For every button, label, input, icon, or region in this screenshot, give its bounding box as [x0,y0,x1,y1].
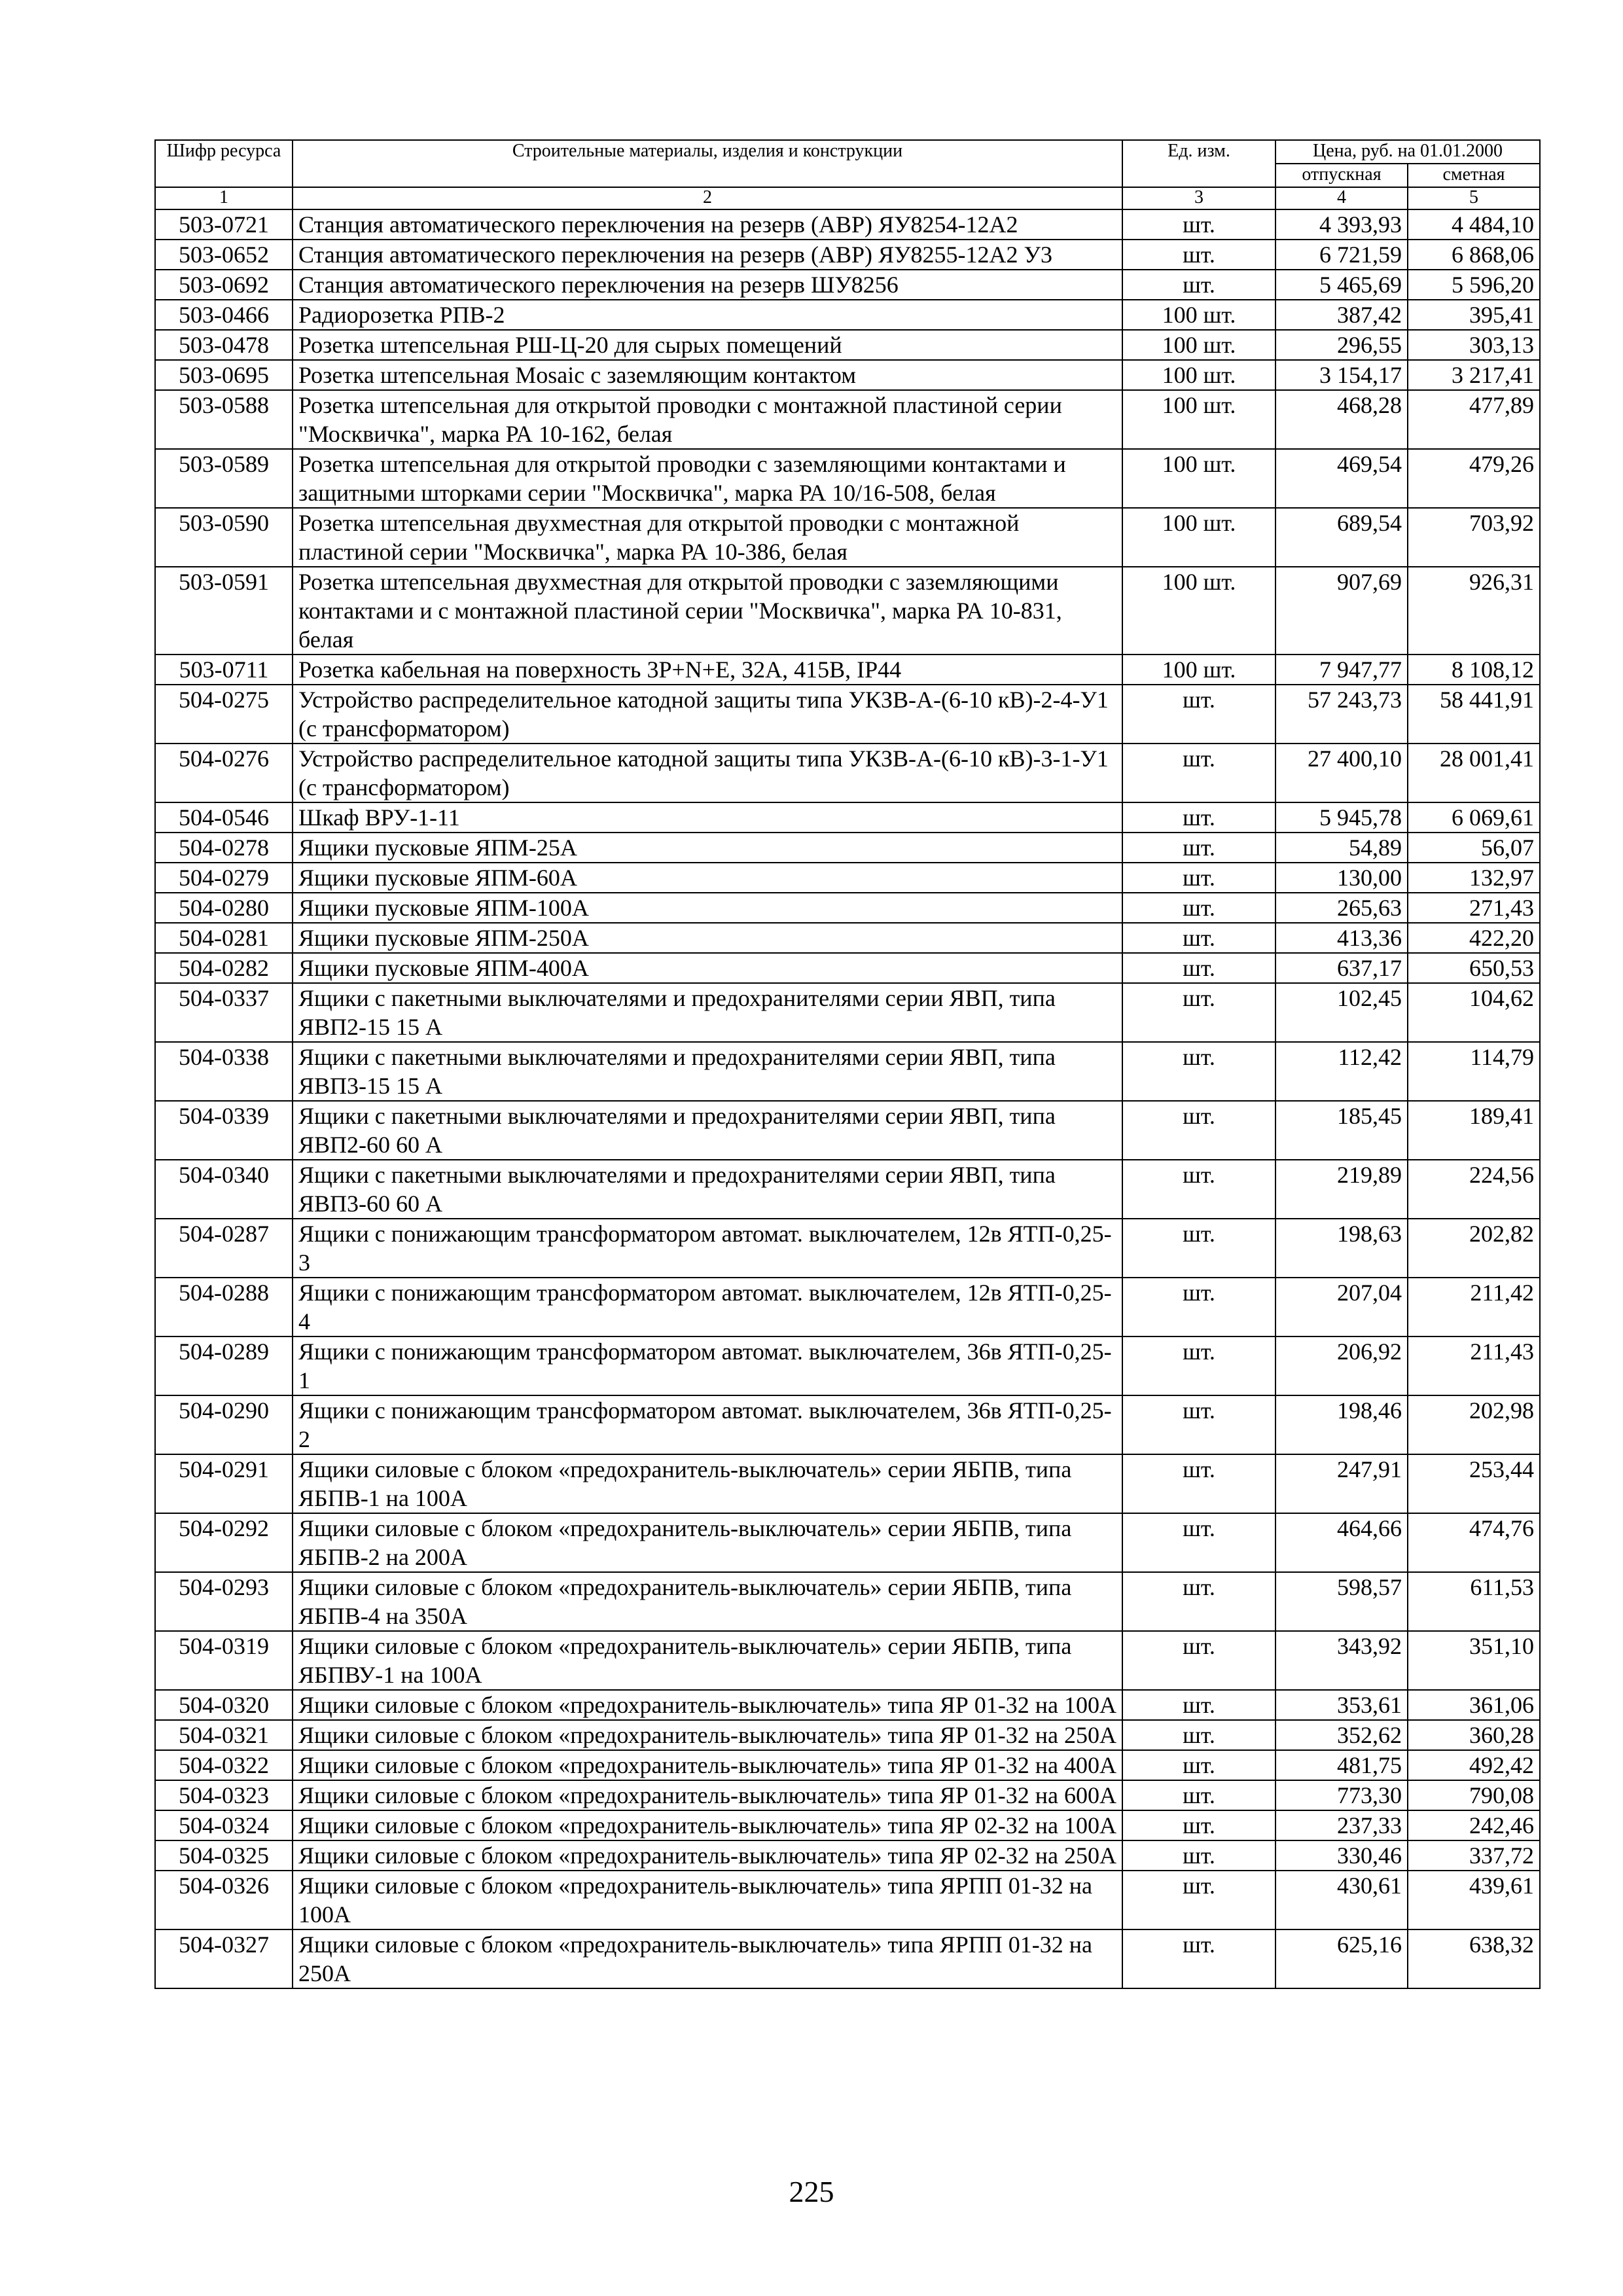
unit-cell: 100 шт. [1122,655,1275,685]
material-name-cell: Розетка штепсельная двухместная для открытой проводки с монтажной пластиной серии "Москвичка", марка РА 10-386, белая [293,508,1122,567]
resource-code-cell: 503-0466 [155,300,293,330]
resource-code-cell: 504-0324 [155,1810,293,1840]
release-price-cell: 413,36 [1275,923,1408,953]
table-row [155,1101,1540,1160]
release-price-cell: 343,92 [1275,1631,1408,1690]
table-row [155,1572,1540,1631]
material-name-cell: Ящики пусковые ЯПМ-400А [293,953,1122,983]
table-row [155,1042,1540,1101]
material-name-cell: Шкаф ВРУ-1-11 [293,802,1122,833]
resource-code-cell: 504-0323 [155,1780,293,1810]
unit-cell: шт. [1122,1278,1275,1336]
estimate-price-cell: 211,42 [1408,1278,1540,1336]
material-name-cell: Ящики силовые с блоком «предохранитель-выключатель» типа ЯР 02-32 на 250А [293,1840,1122,1871]
table-row [155,508,1540,567]
release-price-cell: 469,54 [1275,449,1408,508]
resource-code-cell: 504-0288 [155,1278,293,1336]
unit-cell: 100 шт. [1122,390,1275,449]
material-name-cell: Ящики пусковые ЯПМ-250А [293,923,1122,953]
unit-cell: шт. [1122,1720,1275,1750]
unit-cell: шт. [1122,833,1275,863]
material-name-cell: Станция автоматического переключения на резерв (АВР) ЯУ8255-12А2 У3 [293,240,1122,270]
release-price-cell: 198,63 [1275,1219,1408,1278]
resource-code-cell: 504-0275 [155,685,293,744]
table-row [155,1840,1540,1871]
header-resource-code: Шифр ресурса [155,140,293,187]
release-price-cell: 773,30 [1275,1780,1408,1810]
resource-code-cell: 504-0293 [155,1572,293,1631]
table-row [155,360,1540,390]
table-row [155,1278,1540,1336]
release-price-cell: 430,61 [1275,1871,1408,1929]
material-name-cell: Устройство распределительное катодной защиты типа УКЗВ-А-(6-10 кВ)-2-4-У1 (с трансформатором) [293,685,1122,744]
unit-cell: шт. [1122,1336,1275,1395]
resource-code-cell: 503-0478 [155,330,293,360]
estimate-price-cell: 202,98 [1408,1395,1540,1454]
estimate-price-cell: 360,28 [1408,1720,1540,1750]
estimate-price-cell: 5 596,20 [1408,270,1540,300]
resource-code-cell: 504-0292 [155,1513,293,1572]
unit-cell: 100 шт. [1122,300,1275,330]
material-name-cell: Ящики силовые с блоком «предохранитель-выключатель» типа ЯР 01-32 на 400А [293,1750,1122,1780]
material-name-cell: Ящики пусковые ЯПМ-25А [293,833,1122,863]
resource-code-cell: 504-0321 [155,1720,293,1750]
table-row [155,240,1540,270]
resource-code-cell: 504-0282 [155,953,293,983]
table-row [155,863,1540,893]
table-row [155,685,1540,744]
unit-cell: шт. [1122,1840,1275,1871]
estimate-price-cell: 3 217,41 [1408,360,1540,390]
material-name-cell: Ящики силовые с блоком «предохранитель-выключатель» типа ЯРПП 01-32 на 100А [293,1871,1122,1929]
material-name-cell: Ящики силовые с блоком «предохранитель-выключатель» типа ЯР 02-32 на 100А [293,1810,1122,1840]
header-estimate-price: сметная [1408,164,1540,187]
estimate-price-cell: 611,53 [1408,1572,1540,1631]
release-price-cell: 130,00 [1275,863,1408,893]
resource-code-cell: 504-0325 [155,1840,293,1871]
release-price-cell: 198,46 [1275,1395,1408,1454]
material-name-cell: Розетка кабельная на поверхность 3P+N+E, 32A, 415B, IP44 [293,655,1122,685]
column-number: 2 [293,187,1122,209]
estimate-price-cell: 650,53 [1408,953,1540,983]
resource-code-cell: 504-0340 [155,1160,293,1219]
material-name-cell: Станция автоматического переключения на резерв ШУ8256 [293,270,1122,300]
release-price-cell: 907,69 [1275,567,1408,655]
table-row [155,1219,1540,1278]
table-row [155,1454,1540,1513]
release-price-cell: 625,16 [1275,1929,1408,1988]
resource-code-cell: 503-0695 [155,360,293,390]
release-price-cell: 468,28 [1275,390,1408,449]
release-price-cell: 296,55 [1275,330,1408,360]
estimate-price-cell: 6 868,06 [1408,240,1540,270]
release-price-cell: 237,33 [1275,1810,1408,1840]
unit-cell: шт. [1122,893,1275,923]
unit-cell: шт. [1122,983,1275,1042]
resource-code-cell: 504-0338 [155,1042,293,1101]
resource-code-cell: 504-0337 [155,983,293,1042]
material-name-cell: Розетка штепсельная для открытой проводки с заземляющими контактами и защитными шторками серии "Москвичка", марка РА 10/16-508, белая [293,449,1122,508]
resource-code-cell: 504-0290 [155,1395,293,1454]
table-row [155,833,1540,863]
price-table [154,139,1541,1989]
release-price-cell: 219,89 [1275,1160,1408,1219]
material-name-cell: Ящики пусковые ЯПМ-60А [293,863,1122,893]
table-header [155,140,1540,209]
estimate-price-cell: 361,06 [1408,1690,1540,1720]
material-name-cell: Ящики силовые с блоком «предохранитель-выключатель» серии ЯБПВ, типа ЯБПВ-4 на 350А [293,1572,1122,1631]
material-name-cell: Устройство распределительное катодной защиты типа УКЗВ-А-(6-10 кВ)-3-1-У1 (с трансформатором) [293,744,1122,802]
release-price-cell: 4 393,93 [1275,209,1408,240]
material-name-cell: Ящики силовые с блоком «предохранитель-выключатель» типа ЯРПП 01-32 на 250А [293,1929,1122,1988]
table-row [155,953,1540,983]
release-price-cell: 27 400,10 [1275,744,1408,802]
resource-code-cell: 504-0281 [155,923,293,953]
unit-cell: шт. [1122,1219,1275,1278]
material-name-cell: Станция автоматического переключения на резерв (АВР) ЯУ8254-12А2 [293,209,1122,240]
table-row [155,1929,1540,1988]
table-row [155,567,1540,655]
material-name-cell: Ящики с понижающим трансформатором автомат. выключателем, 36в ЯТП-0,25-1 [293,1336,1122,1395]
header-price: Цена, руб. на 01.01.2000 [1275,140,1540,164]
estimate-price-cell: 477,89 [1408,390,1540,449]
unit-cell: шт. [1122,1395,1275,1454]
release-price-cell: 54,89 [1275,833,1408,863]
estimate-price-cell: 926,31 [1408,567,1540,655]
material-name-cell: Ящики силовые с блоком «предохранитель-выключатель» типа ЯР 01-32 на 100А [293,1690,1122,1720]
unit-cell: шт. [1122,1160,1275,1219]
estimate-price-cell: 56,07 [1408,833,1540,863]
material-name-cell: Розетка штепсельная для открытой проводки с монтажной пластиной серии "Москвичка", марка РА 10-162, белая [293,390,1122,449]
estimate-price-cell: 202,82 [1408,1219,1540,1278]
material-name-cell: Ящики силовые с блоком «предохранитель-выключатель» серии ЯБПВ, типа ЯБПВУ-1 на 100А [293,1631,1122,1690]
release-price-cell: 689,54 [1275,508,1408,567]
unit-cell: шт. [1122,802,1275,833]
estimate-price-cell: 253,44 [1408,1454,1540,1513]
table-row [155,1631,1540,1690]
release-price-cell: 185,45 [1275,1101,1408,1160]
release-price-cell: 112,42 [1275,1042,1408,1101]
table-row [155,1810,1540,1840]
release-price-cell: 387,42 [1275,300,1408,330]
release-price-cell: 207,04 [1275,1278,1408,1336]
resource-code-cell: 504-0322 [155,1750,293,1780]
unit-cell: шт. [1122,270,1275,300]
estimate-price-cell: 28 001,41 [1408,744,1540,802]
material-name-cell: Ящики с пакетными выключателями и предохранителями серии ЯВП, типа ЯВП2-15 15 А [293,983,1122,1042]
resource-code-cell: 504-0287 [155,1219,293,1278]
column-number: 3 [1122,187,1275,209]
estimate-price-cell: 638,32 [1408,1929,1540,1988]
table-row [155,1720,1540,1750]
resource-code-cell: 504-0320 [155,1690,293,1720]
estimate-price-cell: 104,62 [1408,983,1540,1042]
unit-cell: шт. [1122,240,1275,270]
resource-code-cell: 503-0588 [155,390,293,449]
header-unit: Ед. изм. [1122,140,1275,187]
table-row [155,1871,1540,1929]
table-row [155,893,1540,923]
material-name-cell: Радиорозетка РПВ-2 [293,300,1122,330]
unit-cell: шт. [1122,744,1275,802]
unit-cell: шт. [1122,1871,1275,1929]
estimate-price-cell: 395,41 [1408,300,1540,330]
resource-code-cell: 504-0326 [155,1871,293,1929]
estimate-price-cell: 439,61 [1408,1871,1540,1929]
table-row [155,449,1540,508]
material-name-cell: Ящики с пакетными выключателями и предохранителями серии ЯВП, типа ЯВП3-15 15 А [293,1042,1122,1101]
unit-cell: шт. [1122,1631,1275,1690]
unit-cell: 100 шт. [1122,360,1275,390]
table-row [155,655,1540,685]
table-row [155,1780,1540,1810]
table-row [155,270,1540,300]
resource-code-cell: 504-0278 [155,833,293,863]
estimate-price-cell: 303,13 [1408,330,1540,360]
release-price-cell: 330,46 [1275,1840,1408,1871]
resource-code-cell: 504-0289 [155,1336,293,1395]
release-price-cell: 57 243,73 [1275,685,1408,744]
resource-code-cell: 504-0327 [155,1929,293,1988]
resource-code-cell: 504-0319 [155,1631,293,1690]
resource-code-cell: 504-0546 [155,802,293,833]
material-name-cell: Ящики с пакетными выключателями и предохранителями серии ЯВП, типа ЯВП3-60 60 А [293,1160,1122,1219]
resource-code-cell: 503-0692 [155,270,293,300]
estimate-price-cell: 8 108,12 [1408,655,1540,685]
material-name-cell: Розетка штепсельная Mosaic с заземляющим контактом [293,360,1122,390]
table-row [155,983,1540,1042]
column-number: 4 [1275,187,1408,209]
estimate-price-cell: 114,79 [1408,1042,1540,1101]
resource-code-cell: 503-0591 [155,567,293,655]
unit-cell: шт. [1122,1572,1275,1631]
estimate-price-cell: 474,76 [1408,1513,1540,1572]
page-number: 225 [789,2175,834,2208]
unit-cell: шт. [1122,1042,1275,1101]
release-price-cell: 265,63 [1275,893,1408,923]
table-row [155,1336,1540,1395]
unit-cell: шт. [1122,1690,1275,1720]
table-row [155,744,1540,802]
estimate-price-cell: 351,10 [1408,1631,1540,1690]
estimate-price-cell: 242,46 [1408,1810,1540,1840]
resource-code-cell: 504-0339 [155,1101,293,1160]
estimate-price-cell: 337,72 [1408,1840,1540,1871]
unit-cell: шт. [1122,953,1275,983]
unit-cell: шт. [1122,685,1275,744]
material-name-cell: Розетка штепсельная РШ-Ц-20 для сырых помещений [293,330,1122,360]
table-row [155,1750,1540,1780]
unit-cell: шт. [1122,209,1275,240]
material-name-cell: Ящики с понижающим трансформатором автомат. выключателем, 12в ЯТП-0,25-4 [293,1278,1122,1336]
release-price-cell: 5 945,78 [1275,802,1408,833]
resource-code-cell: 503-0721 [155,209,293,240]
resource-code-cell: 504-0279 [155,863,293,893]
column-number: 1 [155,187,293,209]
estimate-price-cell: 224,56 [1408,1160,1540,1219]
unit-cell: шт. [1122,1750,1275,1780]
resource-code-cell: 503-0590 [155,508,293,567]
release-price-cell: 247,91 [1275,1454,1408,1513]
estimate-price-cell: 132,97 [1408,863,1540,893]
estimate-price-cell: 479,26 [1408,449,1540,508]
resource-code-cell: 503-0589 [155,449,293,508]
estimate-price-cell: 4 484,10 [1408,209,1540,240]
material-name-cell: Ящики с понижающим трансформатором автомат. выключателем, 12в ЯТП-0,25-3 [293,1219,1122,1278]
material-name-cell: Ящики с понижающим трансформатором автомат. выключателем, 36в ЯТП-0,25-2 [293,1395,1122,1454]
unit-cell: шт. [1122,1454,1275,1513]
release-price-cell: 464,66 [1275,1513,1408,1572]
table-row [155,923,1540,953]
estimate-price-cell: 422,20 [1408,923,1540,953]
column-number: 5 [1408,187,1540,209]
estimate-price-cell: 58 441,91 [1408,685,1540,744]
table-row [155,330,1540,360]
release-price-cell: 481,75 [1275,1750,1408,1780]
release-price-cell: 7 947,77 [1275,655,1408,685]
unit-cell: 100 шт. [1122,449,1275,508]
release-price-cell: 206,92 [1275,1336,1408,1395]
table-row [155,802,1540,833]
unit-cell: шт. [1122,1513,1275,1572]
table-row [155,390,1540,449]
resource-code-cell: 504-0280 [155,893,293,923]
resource-code-cell: 503-0652 [155,240,293,270]
unit-cell: шт. [1122,1101,1275,1160]
table-row [155,300,1540,330]
material-name-cell: Ящики силовые с блоком «предохранитель-выключатель» типа ЯР 01-32 на 250А [293,1720,1122,1750]
material-name-cell: Розетка штепсельная двухместная для открытой проводки с заземляющими контактами и с монтажной пластиной серии "Москвичка", марка РА 10-831, белая [293,567,1122,655]
material-name-cell: Ящики силовые с блоком «предохранитель-выключатель» серии ЯБПВ, типа ЯБПВ-1 на 100А [293,1454,1122,1513]
release-price-cell: 3 154,17 [1275,360,1408,390]
resource-code-cell: 504-0276 [155,744,293,802]
unit-cell: шт. [1122,1810,1275,1840]
estimate-price-cell: 703,92 [1408,508,1540,567]
material-name-cell: Ящики пусковые ЯПМ-100А [293,893,1122,923]
material-name-cell: Ящики силовые с блоком «предохранитель-выключатель» типа ЯР 01-32 на 600А [293,1780,1122,1810]
table-body [155,209,1540,1988]
estimate-price-cell: 6 069,61 [1408,802,1540,833]
release-price-cell: 353,61 [1275,1690,1408,1720]
release-price-cell: 598,57 [1275,1572,1408,1631]
table-row [155,1160,1540,1219]
material-name-cell: Ящики с пакетными выключателями и предохранителями серии ЯВП, типа ЯВП2-60 60 А [293,1101,1122,1160]
estimate-price-cell: 211,43 [1408,1336,1540,1395]
unit-cell: шт. [1122,1780,1275,1810]
unit-cell: 100 шт. [1122,508,1275,567]
estimate-price-cell: 271,43 [1408,893,1540,923]
material-name-cell: Ящики силовые с блоком «предохранитель-выключатель» серии ЯБПВ, типа ЯБПВ-2 на 200А [293,1513,1122,1572]
unit-cell: шт. [1122,1929,1275,1988]
unit-cell: шт. [1122,863,1275,893]
table-row [155,1690,1540,1720]
estimate-price-cell: 790,08 [1408,1780,1540,1810]
release-price-cell: 6 721,59 [1275,240,1408,270]
release-price-cell: 637,17 [1275,953,1408,983]
unit-cell: шт. [1122,923,1275,953]
header-release-price: отпускная [1275,164,1408,187]
header-material-name: Строительные материалы, изделия и конструкции [293,140,1122,187]
table-row [155,209,1540,240]
release-price-cell: 352,62 [1275,1720,1408,1750]
release-price-cell: 102,45 [1275,983,1408,1042]
unit-cell: 100 шт. [1122,330,1275,360]
unit-cell: 100 шт. [1122,567,1275,655]
release-price-cell: 5 465,69 [1275,270,1408,300]
table-row [155,1395,1540,1454]
resource-code-cell: 503-0711 [155,655,293,685]
table-row [155,1513,1540,1572]
estimate-price-cell: 189,41 [1408,1101,1540,1160]
estimate-price-cell: 492,42 [1408,1750,1540,1780]
resource-code-cell: 504-0291 [155,1454,293,1513]
